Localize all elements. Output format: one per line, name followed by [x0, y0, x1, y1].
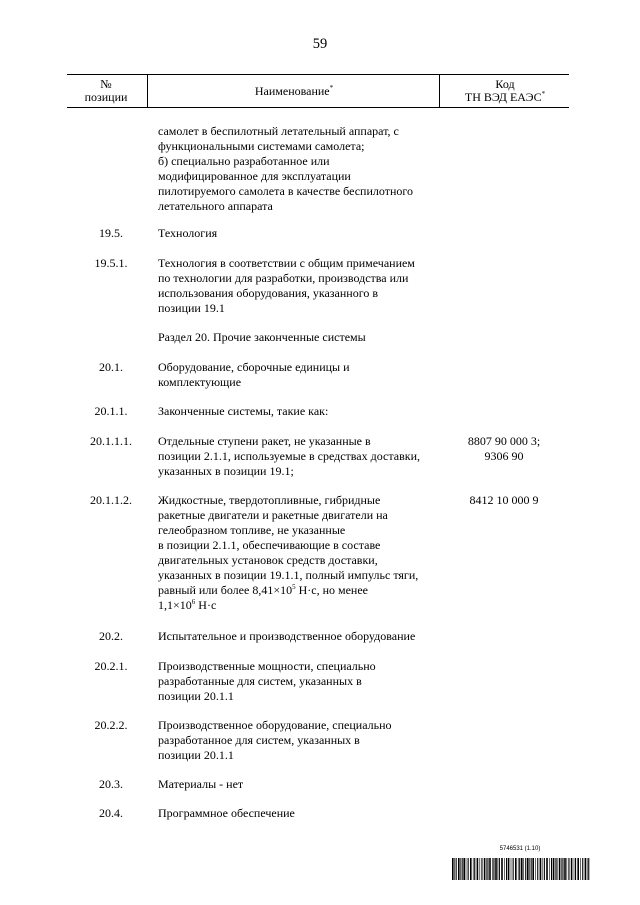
- exponent: 6: [191, 598, 196, 606]
- row-text-line: Материалы - нет: [158, 777, 244, 791]
- row-text-line: гелеобразном топливе, не указанные: [158, 523, 346, 537]
- row-code-line: 8412 10 000 9: [469, 493, 539, 507]
- row-text-line: Производственные мощности, специально: [158, 659, 376, 673]
- header-name-footnote-mark: *: [329, 83, 334, 92]
- barcode-icon: [452, 858, 590, 880]
- row-text-line: позиции 20.1.1: [158, 748, 234, 762]
- row-text-line: разработанные для систем, указанных в: [158, 674, 362, 688]
- row-text-line: по технологии для разработки, производства или: [158, 271, 409, 285]
- row-name: [158, 404, 448, 419]
- row-text-line: [158, 598, 448, 613]
- row-position: 20.1.: [99, 360, 123, 374]
- row-code: [439, 434, 569, 464]
- table-header: [67, 74, 569, 108]
- row-name: [158, 806, 448, 821]
- row-position: 20.1.1.2.: [90, 493, 132, 507]
- exponent: 5: [292, 583, 296, 591]
- header-position-line1: №: [100, 77, 112, 91]
- impulse-upper-bound-text: 1,1×10: [158, 598, 192, 612]
- impulse-lower-bound-text: равный или более 8,41×10: [158, 583, 293, 597]
- row-text-line: в позиции 2.1.1, обеспечивающие в составе: [158, 538, 381, 552]
- row-text-line: Отдельные ступени ракет, не указанные в: [158, 434, 371, 448]
- row-position: 19.5.: [99, 226, 123, 240]
- row-text-line: Испытательное и производственное оборудование: [158, 629, 416, 643]
- row-code-line: 9306 90: [484, 449, 524, 463]
- row-text-line: модифицированное для эксплуатации: [158, 169, 351, 183]
- impulse-upper-bound-unit: Н·с: [195, 598, 217, 612]
- barcode-label: 5746531 (1.10): [499, 846, 541, 852]
- row-text-line: Производственное оборудование, специально: [158, 718, 392, 732]
- header-code-line1: Код: [495, 77, 515, 91]
- row-position: 20.1.1.: [94, 404, 128, 418]
- row-position: 20.2.1.: [94, 659, 128, 673]
- row-position: 20.1.1.1.: [90, 434, 132, 448]
- row-name: [158, 493, 448, 613]
- header-code-footnote-mark: *: [541, 90, 546, 98]
- row-name: [158, 629, 448, 644]
- row-name: [158, 659, 448, 704]
- row-name: [158, 124, 448, 214]
- row-text-line: Жидкостные, твердотопливные, гибридные: [158, 493, 381, 507]
- row-position: 20.4.: [99, 806, 123, 820]
- section-heading: [158, 330, 448, 345]
- row-position: 19.5.1.: [94, 256, 128, 270]
- row-code-line: 8807 90 000 3;: [467, 434, 541, 448]
- row-text-line: б) специально разработанное или: [158, 154, 330, 168]
- row-text-line: пилотируемого самолета в качестве беспилотного: [158, 184, 414, 198]
- row-text-line: указанных в позиции 19.1.1, полный импульс тяги,: [158, 568, 419, 582]
- row-name: [158, 256, 448, 316]
- page-number: 59: [312, 36, 328, 52]
- row-name: [158, 226, 448, 241]
- row-code: [439, 493, 569, 508]
- header-name-column: [147, 75, 440, 107]
- row-text-line: Технология: [158, 226, 218, 240]
- row-position: 20.3.: [99, 777, 123, 791]
- row-text-line: самолет в беспилотный летательный аппарат, с: [158, 124, 399, 138]
- row-text-line: комплектующие: [158, 375, 242, 389]
- row-name: [158, 360, 448, 390]
- row-text-line: позиции 2.1.1, используемые в средствах доставки,: [158, 449, 420, 463]
- row-text-line: позиции 20.1.1: [158, 689, 234, 703]
- row-text-line: использования оборудования, указанного в: [158, 286, 379, 300]
- row-name: [158, 434, 448, 479]
- row-text-line: позиции 19.1: [158, 301, 225, 315]
- row-name: [158, 718, 448, 763]
- row-text-line: Оборудование, сборочные единицы и: [158, 360, 350, 374]
- row-text-line: [158, 583, 448, 598]
- row-position: 20.2.2.: [94, 718, 128, 732]
- header-position-line2: позиции: [84, 90, 128, 104]
- row-text-line: разработанное для систем, указанных в: [158, 733, 360, 747]
- row-name: [158, 777, 448, 792]
- row-text-line: функциональными системами самолета;: [158, 139, 365, 153]
- header-code-column: [439, 75, 570, 107]
- row-text-line: Раздел 20. Прочие законченные системы: [158, 330, 366, 344]
- header-position-column: [67, 75, 145, 107]
- row-text-line: двигательных установок средств доставки,: [158, 553, 378, 567]
- row-text-line: ракетные двигатели и ракетные двигатели на: [158, 508, 388, 522]
- row-text-line: летательного аппарата: [158, 199, 273, 213]
- row-text-line: Технология в соответствии с общим примечанием: [158, 256, 415, 270]
- impulse-lower-bound-unit: Н·с, но менее: [295, 583, 368, 597]
- row-position: 20.2.: [99, 629, 123, 643]
- header-code-line2: ТН ВЭД ЕАЭС: [464, 90, 542, 104]
- row-text-line: Законченные системы, такие как:: [158, 404, 329, 418]
- row-text-line: Программное обеспечение: [158, 806, 295, 820]
- header-name-label: Наименование: [254, 83, 330, 98]
- row-text-line: указанных в позиции 19.1;: [158, 464, 294, 478]
